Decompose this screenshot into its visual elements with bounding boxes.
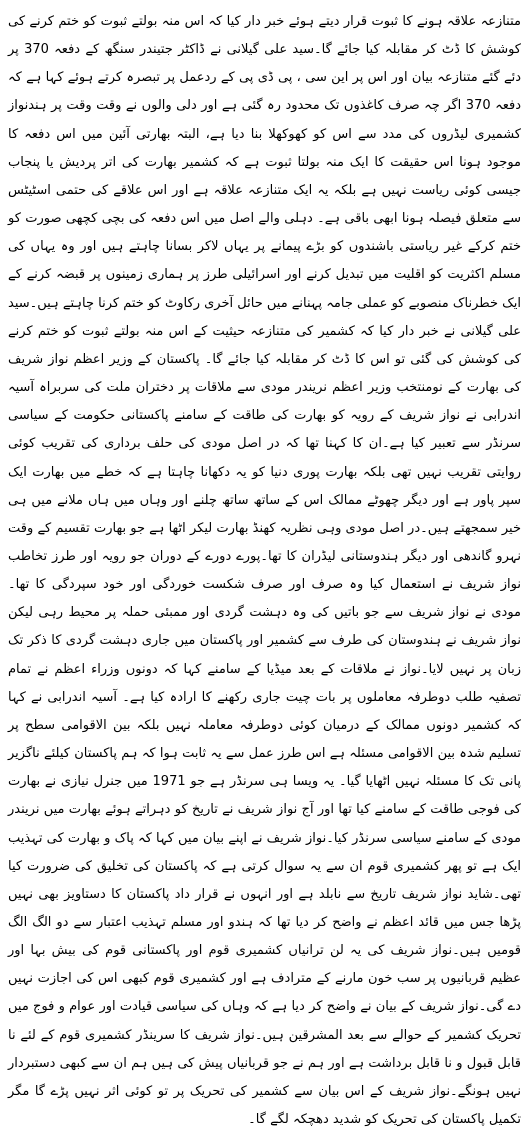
article-paragraph: متنازعہ علاقہ ہونے کا ثبوت قرار دیتے ہوئے خبر دار کیا کہ اس منہ بولتے ثبوت کو ختم کرنے کی کوشش کا ڈٹ کر مقابلہ کیا جائے گا۔سید علی گیلانی نے ڈاکٹر جتیندر سنگھ کے دفعہ 370 پر دئے گئے متنازعہ بیان اور اس پر این سی ، پی ڈی پی کے ردعمل پر تبصرہ کرتے ہوئے کہا ہے کہ دفعہ 370 اگر چہ صرف کاغذوں تک محدود رہ گئی ہے اور دلی والوں نے وقت وقت پر ہندنواز کشمیری لیڈروں کی مدد سے اس کو کھوکھلا بنا دیا ہے، البتہ بھارتی آئین میں اس دفعہ کا موجود ہونا اس حقیقت کا ایک منہ بولتا ثبوت ہے کہ کشمیر بھارت کی اتر پردیش یا پنجاب جیسی کوئی ریاست نہیں ہے بلکہ یہ ایک متنازعہ علاقہ ہے اور اس علاقے کی حتمی اسٹیٹس سے متعلق فیصلہ ہونا ابھی باقی ہے۔ دہلی والے اصل میں اس دفعہ کی بچی کچھی صورت کو ختم کرکے غیر ریاستی باشندوں کو بڑے پیمانے پر یہاں لاکر بسانا چاہتے ہیں اور وہ یہاں کی مسلم اکثریت کو اقلیت میں تبدیل کرنے اور اسرائیلی طرز پر ہماری زمینوں پر قبضہ کرنے کے ایک خطرناک منصوبے کو عملی جامہ پہنانے میں حائل آخری رکاوٹ کو ختم کرنا چاہتے ہیں۔سید علی گیلانی نے خبر دار کیا کہ کشمیر کی متنازعہ حیثیت کے اس منہ بولتے ثبوت کو ختم کرنے کی کوشش کی گئی تو اس کا ڈٹ کر مقابلہ کیا جائے گا۔ پاکستان کے وزیر اعظم نواز شریف کی بھارت کے نومنتخب وزیر اعظم نریندر مودی سے ملاقات پر دختران ملت کی سربراہ آسیہ اندرابی نے نواز شریف کے رویہ کو بھارت کی طاقت کے سامنے پاکستانی حکومت کے سیاسی سرنڈر سے تعبیر کیا ہے۔ان کا کہنا تھا کہ در اصل مودی کی حلف برداری کی تقریب کوئی روایتی تقریب نہیں تھی بلکہ بھارت پوری دنیا کو یہ دکھانا چاہتا ہے کہ خطے میں بھارت ایک سپر پاور ہے اور دیگر چھوٹے ممالک اس کے ساتھ ساتھ چلنے اور وہاں میں ہاں ملانے میں ہی خیر سمجھتے ہیں۔در اصل مودی وہی نظریہ کھنڈ بھارت لیکر اٹھا ہے جو بھارت تقسیم کے وقت نہرو گاندھی اور دیگر ہندوستانی لیڈران کا تھا۔پورے دورے کے دوران جو رویہ اور طرز تخاطب نواز شریف نے استعمال کیا وہ صرف اور صرف شکست خوردگی اور خود سپردگی کا تھا۔ مودی نے نواز شریف سے جو باتیں کی وہ دہشت گردی اور ممبئی حملہ پر محیط رہی لیکن نواز شریف نے ہندوستان کی طرف سے کشمیر اور پاکستان میں جاری دہشت گردی کا ذکر تک زبان پر نہیں لایا۔نواز نے ملاقات کے بعد میڈیا کے سامنے کہا کہ دونوں وزراء اعظم نے تمام تصفیہ طلب دوطرفہ معاملوں پر بات چیت جاری رکھنے کا ارادہ کیا ہے۔ آسیہ اندرابی نے کہا کہ کشمیر دونوں ممالک کے درمیان کوئی دوطرفہ معاملہ نہیں بلکہ بین الاقوامی سطح پر تسلیم شدہ بین الاقوامی مسئلہ ہے اس طرز عمل سے یہ ثابت ہوا کہ ہم پاکستان کیلئے ناگزیر پانی تک کا مسئلہ نہیں اٹھایا گیا۔ یہ ویسا ہی سرنڈر ہے جو 1971 میں جنرل نیازی نے بھارت کی فوجی طاقت کے سامنے کیا تھا اور آج نواز شریف نے تاریخ کو دہراتے ہوئے بھارت میں نریندر مودی کے سامنے سیاسی سرنڈر کیا۔نواز شریف نے اپنے بیان میں کہا کہ پاک و بھارت کی تہذیب ایک ہے تو پھر کشمیری قوم ان سے یہ سوال کرتی ہے کہ پاکستان کی تخلیق کی ضرورت کیا تھی۔شاید نواز شریف تاریخ سے نابلد ہے اور انہوں نے قرار داد پاکستان کا دستاویز بھی نہیں پڑھا جس میں قائد اعظم نے واضح کر دیا تھا کہ ہندو اور مسلم تہذیب اعتبار سے دو الگ الگ قومیں ہیں۔نواز شریف کی یہ لن ترانیاں کشمیری قوم اور پاکستانی قوم کی بیش بہا اور عظیم قربانیوں پر سب خون مارنے کے مترادف ہے اور کشمیری قوم کبھی اس کی اجازت نہیں دے گی۔نواز شریف کے بیان نے واضح کر دیا ہے کہ وہاں کی سیاسی قیادت اور عوام و فوج میں تحریک کشمیر کے حوالے سے بعد المشرقین ہیں۔نواز شریف کا سرینڈر کشمیری قوم کے لئے نا قابل قبول و نا قابل برداشت ہے اور ہم نے جو قربانیاں پیش کی ہیں ہم ان سے کبھی دستبردار نہیں ہونگے۔نواز شریف کے اس بیان سے کشمیر کی تحریک پر تو کوئی اثر نہیں پڑے گا مگر تکمیل پاکستان کی تحریک کو شدید دھچکہ لگے گا۔ xyxy=(8,14,522,1128)
